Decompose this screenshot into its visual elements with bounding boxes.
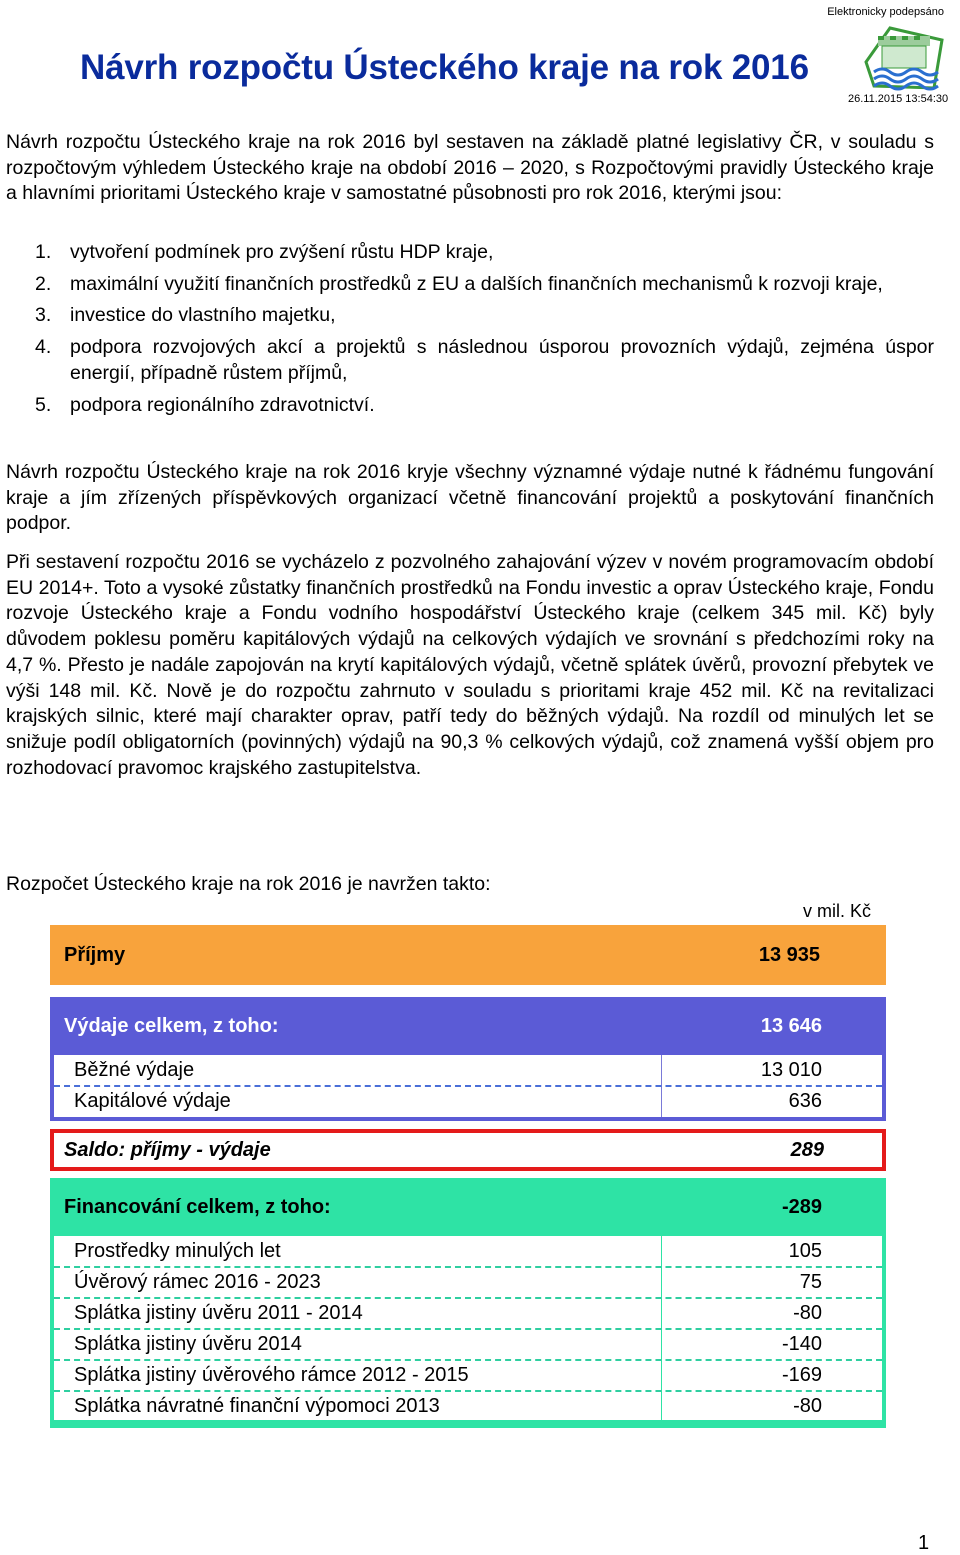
income-value: 13 935 — [758, 943, 820, 966]
unit-label: v mil. Kč — [803, 901, 872, 921]
saldo-value: 289 — [790, 1138, 824, 1161]
row-value: 13 010 — [760, 1059, 822, 1081]
row-label: Běžné výdaje — [74, 1059, 195, 1081]
list-item-number: 4. — [35, 336, 52, 359]
list-item-number: 1. — [35, 241, 52, 263]
list-item-text: podpora rozvojových akcí a projektů s následnou úsporou provozních výdajů, zejména úspor energií, případně růstem příjmů, — [70, 336, 934, 384]
row-divider — [54, 1266, 882, 1268]
budget-intro: Rozpočet Ústeckého kraje na rok 2016 je navržen takto: — [6, 873, 491, 895]
financing-label: Financování celkem, z toho: — [64, 1195, 331, 1218]
list-item-number: 2. — [35, 272, 52, 295]
list-item — [6, 272, 934, 298]
income-label: Příjmy — [64, 943, 126, 966]
expenses-label: Výdaje celkem, z toho: — [64, 1014, 279, 1037]
row-value: -140 — [781, 1333, 822, 1355]
row-divider — [54, 1085, 882, 1087]
list-item-number: 5. — [35, 393, 52, 416]
intro-paragraph: Návrh rozpočtu Ústeckého kraje na rok 2016 byl sestaven na základě platné legislativy ČR, v souladu s rozpočtovým výhledem Ústeckého kraje na období 2016 – 2020, s Rozpočtovými pravidly Ústeckého kraje a hlavními prioritami Ústeckého kraje v samostatné působnosti pro rok 2016, kterými jsou: — [6, 131, 934, 205]
list-item — [6, 393, 934, 419]
table-row — [54, 1055, 882, 1086]
details-paragraph: Při sestavení rozpočtu 2016 se vycházelo z pozvolného zahajování výzev v novém programovacím období EU 2014+. Toto a vysoké zůstatky finančních prostředků na Fondu investic a oprav Ústeckého kraje, Fondu rozvoje Ústeckého kraje a Fondu vodního hospodářství Ústeckého kraje (celkem 345 mil. Kč) byly důvodem poklesu poměru kapitálových výdajů na celkových výdajích ve srovnání s předchozími roky na 4,7 %. Přesto je nadále zapojován na krytí kapitálových výdajů, včetně splátek úvěrů, provozní přebytek ve výši 148 mil. Kč. Nově je do rozpočtu zahrnuto v souladu s prioritami kraje 452 mil. Kč na revitalizaci krajských silnic, které mají charakter oprav, patří tedy do běžných výdajů. Na rozdíl od minulých let se snižuje podíl obligatorních (povinných) výdajů na 90,3 % celkových výdajů, což znamená vyšší objem pro rozhodovací pravomoc krajského zastupitelstva. — [6, 551, 934, 779]
list-item-text: maximální využití finančních prostředků z EU a dalších finančních mechanismů k rozvoji kraje, — [70, 272, 883, 295]
table-row — [54, 1236, 882, 1267]
list-item-text: podpora regionálního zdravotnictví. — [70, 393, 375, 416]
page-number: 1 — [918, 1532, 930, 1554]
saldo-label: Saldo: příjmy - výdaje — [64, 1138, 271, 1161]
list-item — [6, 240, 934, 266]
row-divider — [54, 1328, 882, 1330]
coverage-paragraph: Návrh rozpočtu Ústeckého kraje na rok 2016 kryje všechny významné výdaje nutné k řádnému fungování kraje a jím zřízených příspěvkových organizací včetně financování projektů a poskytování finančních podpor. — [6, 461, 934, 535]
signature-timestamp: 26.11.2015 13:54:30 — [848, 93, 949, 105]
table-row — [54, 1086, 882, 1117]
list-item-text: vytvoření podmínek pro zvýšení růstu HDP kraje, — [70, 241, 494, 263]
expenses-box — [50, 997, 886, 1121]
row-value: 636 — [788, 1090, 822, 1112]
list-item-text: investice do vlastního majetku, — [70, 304, 336, 327]
expenses-value: 13 646 — [760, 1014, 822, 1037]
page-title: Návrh rozpočtu Ústeckého kraje na rok 2016 — [80, 48, 809, 87]
table-row — [54, 1391, 882, 1422]
financing-value: -289 — [781, 1195, 822, 1218]
list-item — [6, 303, 934, 329]
list-item — [6, 335, 934, 386]
row-value: -80 — [793, 1395, 822, 1417]
row-label: Splátka jistiny úvěru 2011 - 2014 — [74, 1302, 363, 1324]
table-row — [54, 1360, 882, 1391]
financing-box — [50, 1178, 886, 1428]
row-divider — [54, 1297, 882, 1299]
row-label: Splátka návratné finanční výpomoci 2013 — [74, 1395, 440, 1417]
table-row — [54, 1298, 882, 1329]
saldo-box — [50, 1129, 886, 1171]
expenses-items — [54, 1055, 882, 1117]
row-label: Prostředky minulých let — [74, 1240, 281, 1262]
signature-seal-logo — [860, 22, 946, 94]
table-row — [54, 1329, 882, 1360]
row-label: Splátka jistiny úvěrového rámce 2012 - 2015 — [74, 1364, 469, 1386]
row-label: Kapitálové výdaje — [74, 1090, 231, 1112]
signature-label: Elektronicky podepsáno — [827, 6, 944, 18]
row-divider — [54, 1359, 882, 1361]
financing-items — [54, 1236, 882, 1420]
row-value: 75 — [799, 1271, 822, 1293]
priorities-list — [6, 240, 934, 424]
row-divider — [54, 1390, 882, 1392]
table-row — [54, 1267, 882, 1298]
row-label: Úvěrový rámec 2016 - 2023 — [74, 1271, 321, 1293]
row-value: 105 — [788, 1240, 822, 1262]
row-value: -169 — [781, 1364, 822, 1386]
row-label: Splátka jistiny úvěru 2014 — [74, 1333, 302, 1355]
row-value: -80 — [793, 1302, 822, 1324]
list-item-number: 3. — [35, 304, 52, 327]
income-box — [50, 925, 886, 985]
